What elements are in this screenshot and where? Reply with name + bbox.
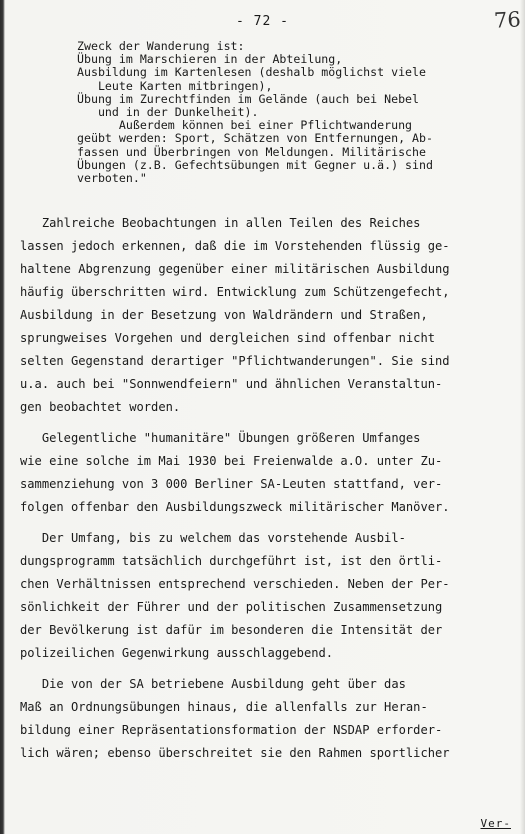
text-line: gen beobachtet worden.	[20, 400, 181, 414]
quote-line: geübt werden: Sport, Schätzen von Entfernungen, Ab-	[77, 131, 433, 146]
text-line: sprungweises Vorgehen und dergleichen sind offenbar nicht	[20, 331, 436, 345]
quote-line: fassen und Überbringen von Meldungen. Militärische	[77, 144, 427, 159]
text-line: selten Gegenstand derartiger "Pflichtwanderungen". Sie sind	[20, 354, 450, 368]
paragraph-gap	[20, 419, 512, 427]
text-line: haltene Abgrenzung gegenüber einer militärischen Ausbildung	[20, 262, 450, 276]
text-line: Gelegentliche "humanitäre" Übungen größeren Umfanges	[20, 431, 421, 445]
text-line: sönlichkeit der Führer und der politischen Zusammensetzung	[20, 600, 443, 614]
text-line: Der Umfang, bis zu welchem das vorstehende Ausbil-	[20, 531, 406, 545]
quote-line: Ausbildung im Kartenlesen (deshalb möglichst viele	[77, 65, 427, 80]
text-line: u.a. auch bei "Sonnwendfeiern" und ähnlichen Veranstaltun-	[20, 377, 443, 391]
paragraph	[20, 427, 512, 519]
quote-line: und in der Dunkelheit).	[77, 105, 259, 120]
archive-stamp-number: 76	[493, 7, 522, 33]
quote-line: Leute Karten mitbringen),	[77, 78, 273, 93]
text-line: lassen jedoch erkennen, daß die im Vorstehenden flüssig ge-	[20, 239, 450, 253]
quote-line: Außerdem können bei einer Pflichtwanderung	[77, 118, 413, 133]
quote-line: Zweck der Wanderung ist:	[77, 39, 245, 53]
quote-line: verboten."	[77, 171, 147, 186]
text-line: lich wären; ebenso überschreitet sie den Rahmen sportlicher	[20, 746, 450, 760]
text-line: bildung einer Repräsentationsformation der NSDAP erforder-	[20, 723, 443, 737]
text-line: chen Verhältnissen entsprechend verschieden. Neben der Per-	[20, 577, 450, 591]
paragraph	[20, 673, 512, 765]
paragraph-gap	[20, 665, 512, 673]
quote-line: Übungen (z.B. Gefechtsübungen mit Gegner u.ä.) sind	[77, 157, 433, 172]
text-line: polizeilichen Gegenwirkung ausschlaggebend.	[20, 646, 334, 660]
text-line: Maß an Ordnungsübungen hinaus, die allenfalls zur Heran-	[20, 700, 428, 714]
paragraph	[20, 212, 512, 419]
body-text	[20, 212, 512, 765]
catchword: Ver-	[480, 817, 511, 830]
text-line: folgen offenbar den Ausbildungszweck militärischer Manöver.	[20, 500, 450, 514]
text-line: Zahlreiche Beobachtungen in allen Teilen des Reiches	[20, 216, 421, 230]
quote-line: Übung im Zurechtfinden im Gelände (auch bei Nebel	[77, 91, 420, 106]
text-line: Ausbildung in der Besetzung von Waldrändern und Straßen,	[20, 308, 428, 322]
text-line: wie eine solche im Mai 1930 bei Freienwalde a.O. unter Zu-	[20, 454, 443, 468]
page-number: - 72 -	[236, 14, 289, 29]
quoted-block	[77, 40, 487, 185]
text-line: häufig überschritten wird. Entwicklung zum Schützengefecht,	[20, 285, 450, 299]
text-line: dungsprogramm tatsächlich durchgeführt ist, ist den örtli-	[20, 554, 443, 568]
text-line: Die von der SA betriebene Ausbildung geht über das	[20, 677, 406, 691]
text-line: sammenziehung von 3 000 Berliner SA-Leuten stattfand, ver-	[20, 477, 443, 491]
quote-line: Übung im Marschieren in der Abteilung,	[77, 52, 343, 67]
text-line: der Bevölkerung ist dafür im besonderen die Intensität der	[20, 623, 443, 637]
paragraph-gap	[20, 519, 512, 527]
paragraph	[20, 527, 512, 665]
